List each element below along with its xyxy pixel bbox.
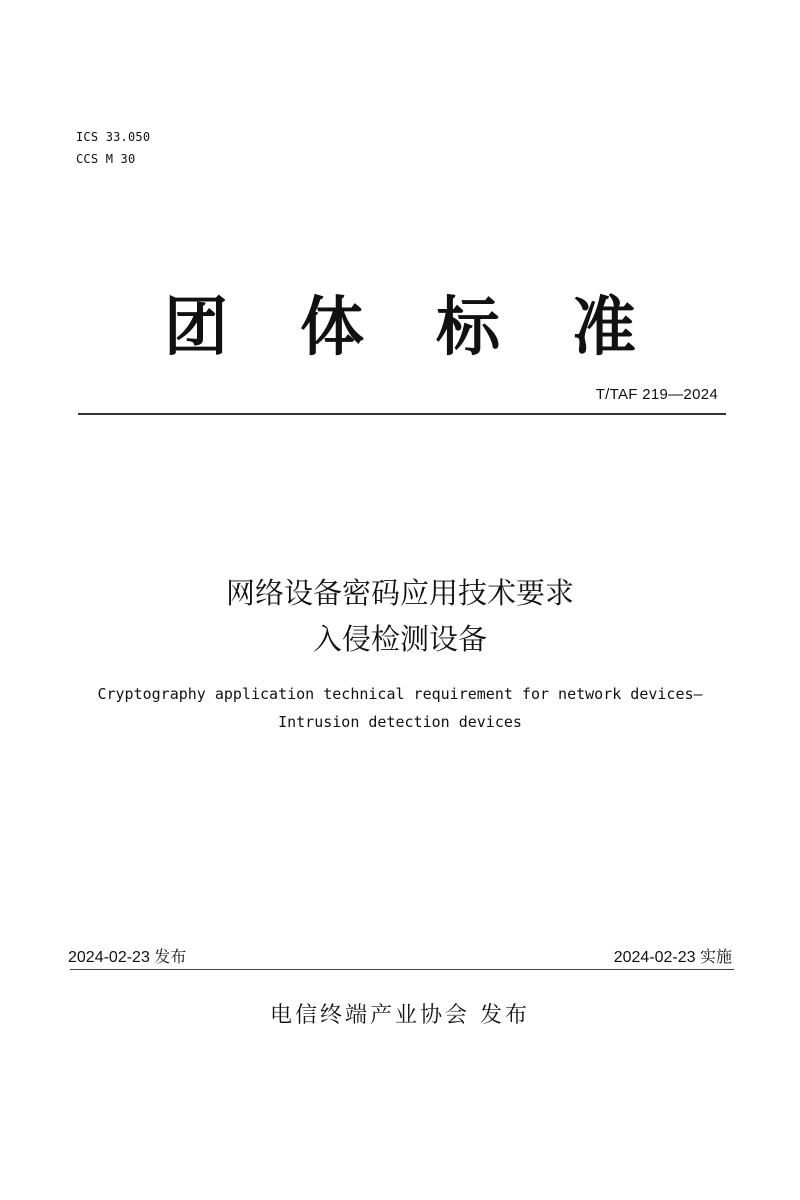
english-title xyxy=(0,680,800,736)
ccs-code: CCS M 30 xyxy=(76,152,136,166)
chinese-title-line-2: 入侵检测设备 xyxy=(312,622,487,656)
standard-type-title: 团体标准 xyxy=(164,291,708,365)
standard-number: T/TAF 219—2024 xyxy=(595,386,718,403)
chinese-title xyxy=(0,570,800,662)
bottom-divider xyxy=(70,969,734,970)
classification-codes xyxy=(76,126,150,170)
chinese-title-line-1: 网络设备密码应用技术要求 xyxy=(225,576,574,610)
english-title-line-1: Cryptography application technical requirement for network devices— xyxy=(97,685,703,703)
publisher: 电信终端产业协会 发布 xyxy=(270,1003,530,1028)
publish-date: 2024-02-23 发布 xyxy=(68,949,187,966)
top-divider xyxy=(78,413,726,415)
ics-code: ICS 33.050 xyxy=(76,130,151,144)
effective-date: 2024-02-23 实施 xyxy=(613,949,732,966)
english-title-line-2: Intrusion detection devices xyxy=(278,713,522,731)
